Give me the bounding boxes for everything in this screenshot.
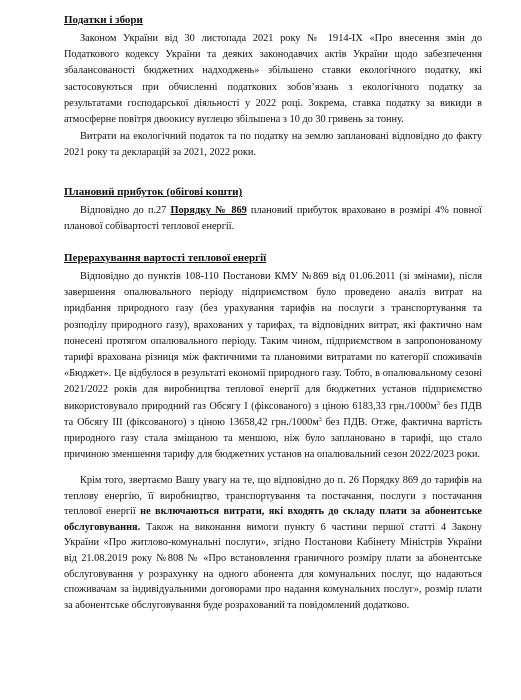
paragraph-tax-expenses: Витрати на екологічний податок та по податку на землю заплановані відповідно до факту 2021 року та декларацій за 2021, 2022 роки. [64, 131, 482, 159]
cubic-superscript-1: 3 [436, 400, 440, 407]
recalc-text-3: без ПДВ. Отже, фактична вартість природного газу стала зміщаною та меншою, ніж було заплановано в тарифі, що стало причиною зменшення тарифу для бюджетних установ на опалювальний сезон 2022/2023 роки. [64, 416, 482, 461]
heading-planned-profit: Плановий прибуток (обігові кошти) [64, 186, 243, 198]
recalc-text-1: Відповідно до пунктів 108-110 Постанови КМУ №869 від 01.06.2011 (зі змінами), після завершення опалювального періоду підприємством було проведено аналіз витрат на придбання природного газу (без урахування тарифів на послуги з транспортування та розподілу природного газу), врахованих у тарифах, та відповідних витрат, які фактично нам понесені протягом опалювального періоду. Таким чином, підприємством в запропонованому тарифі врахована різниця між фактичними та плановими витратами по категорії споживачів «Бюджет». Це відбулося в результаті економії природного газу. Тобто, в опалювальному сезоні 2021/2022 років для виробництва теплової енергії для бюджетних установ підприємство використовувало природний газ Обсягу I (фіксованого) з ціною 6183,33 грн./1000м [64, 271, 482, 412]
heading-recalculation: Перерахування вартості теплової енергії [64, 252, 267, 264]
recalc-text-2: без ПДВ та Обсягу III (фіксованого) з ціною 13658,42 грн./1000м [64, 400, 482, 428]
cubic-superscript-2: 3 [318, 416, 322, 423]
heading-taxes: Податки і збори [64, 14, 143, 26]
paragraph-subscription-fee [64, 473, 482, 613]
subscription-text-1: Крім того, звертаємо Вашу увагу на те, що відповідно до п. 26 Порядку 869 до тарифів на теплову енергію, її виробництво, транспортування та постачання, послуги з постачання теплової енергії [64, 475, 482, 518]
order-869-link[interactable]: Порядку № 869 [170, 205, 247, 216]
paragraph-eco-tax-law: Законом України від 30 листопада 2021 року № 1914-IX «Про внесення змін до Податкового кодексу України та деяких законодавчих актів України щодо забезпечення збалансованості бюджетних надходжень» збільшено ставки екологічного податку, які застосовуються при обчисленні податкових зобов’язань з екологічного податку за результатами господарської діяльності у 2022 році. Зокрема, ставка податку за викиди в атмосферне повітря двоокису вуглецю збільшена з 10 до 30 гривень за тонну. [64, 33, 482, 126]
profit-text-end: плановий прибуток враховано в розмірі 4% повної планової собівартості теплової енергії. [64, 205, 482, 233]
subscription-text-2: Також на виконання вимоги пункту 6 частини першої статті 4 Закону України «Про житлово-комунальні послуги», згідно Постанови Кабінету Міністрів України від 21.08.2019 року №808 № «Про встановлення граничного розміру плати за абонентське обслуговування у розрахунку на одного абонента для комунальних послуг, що надаються споживачам за індивідуальними договорами про надання комунальних послуг», розмір плати за абонентське обслуговування буде розрахований та повідомлений додатково. [64, 521, 482, 611]
subscription-bold-text: не включаються витрати, які входять до складу плати за абонентське обслуговування. [64, 506, 483, 533]
paragraph-planned-profit [64, 203, 482, 235]
paragraph-recalculation [64, 269, 482, 463]
profit-text-start: Відповідно до п.27 [80, 205, 171, 216]
